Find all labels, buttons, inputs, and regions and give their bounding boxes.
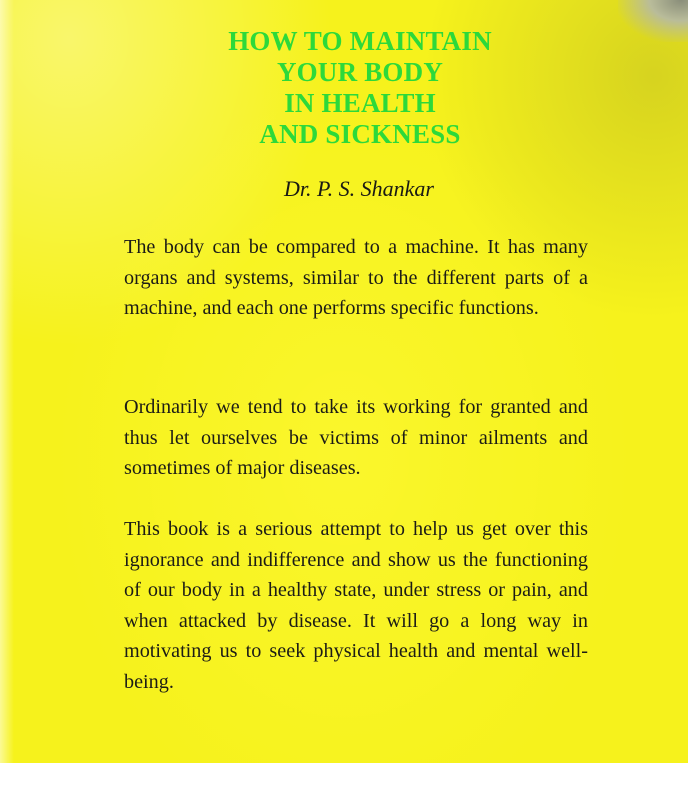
title-line-2: YOUR BODY [276, 57, 444, 87]
book-title [0, 26, 688, 150]
description-paragraph-3: This book is a serious attempt to help us get over this ignorance and indifference and show us the functioning of our body in a healthy state, under stress or pain, and when attacked by disease. It will go a long way in motivating us to seek physical health and mental well-being. [124, 518, 588, 693]
description-paragraph-2: Ordinarily we tend to take its working for granted and thus let ourselves be victims of minor ailments and sometimes of major diseases. [124, 396, 588, 480]
author-name: Dr. P. S. Shankar [284, 176, 434, 201]
description-paragraph-1: The body can be compared to a machine. It has many organs and systems, similar to the different parts of a machine, and each one performs specific functions. [124, 236, 588, 320]
title-line-3: IN HEALTH [284, 88, 436, 118]
title-line-1: HOW TO MAINTAIN [228, 26, 492, 56]
title-line-4: AND SICKNESS [259, 119, 461, 149]
